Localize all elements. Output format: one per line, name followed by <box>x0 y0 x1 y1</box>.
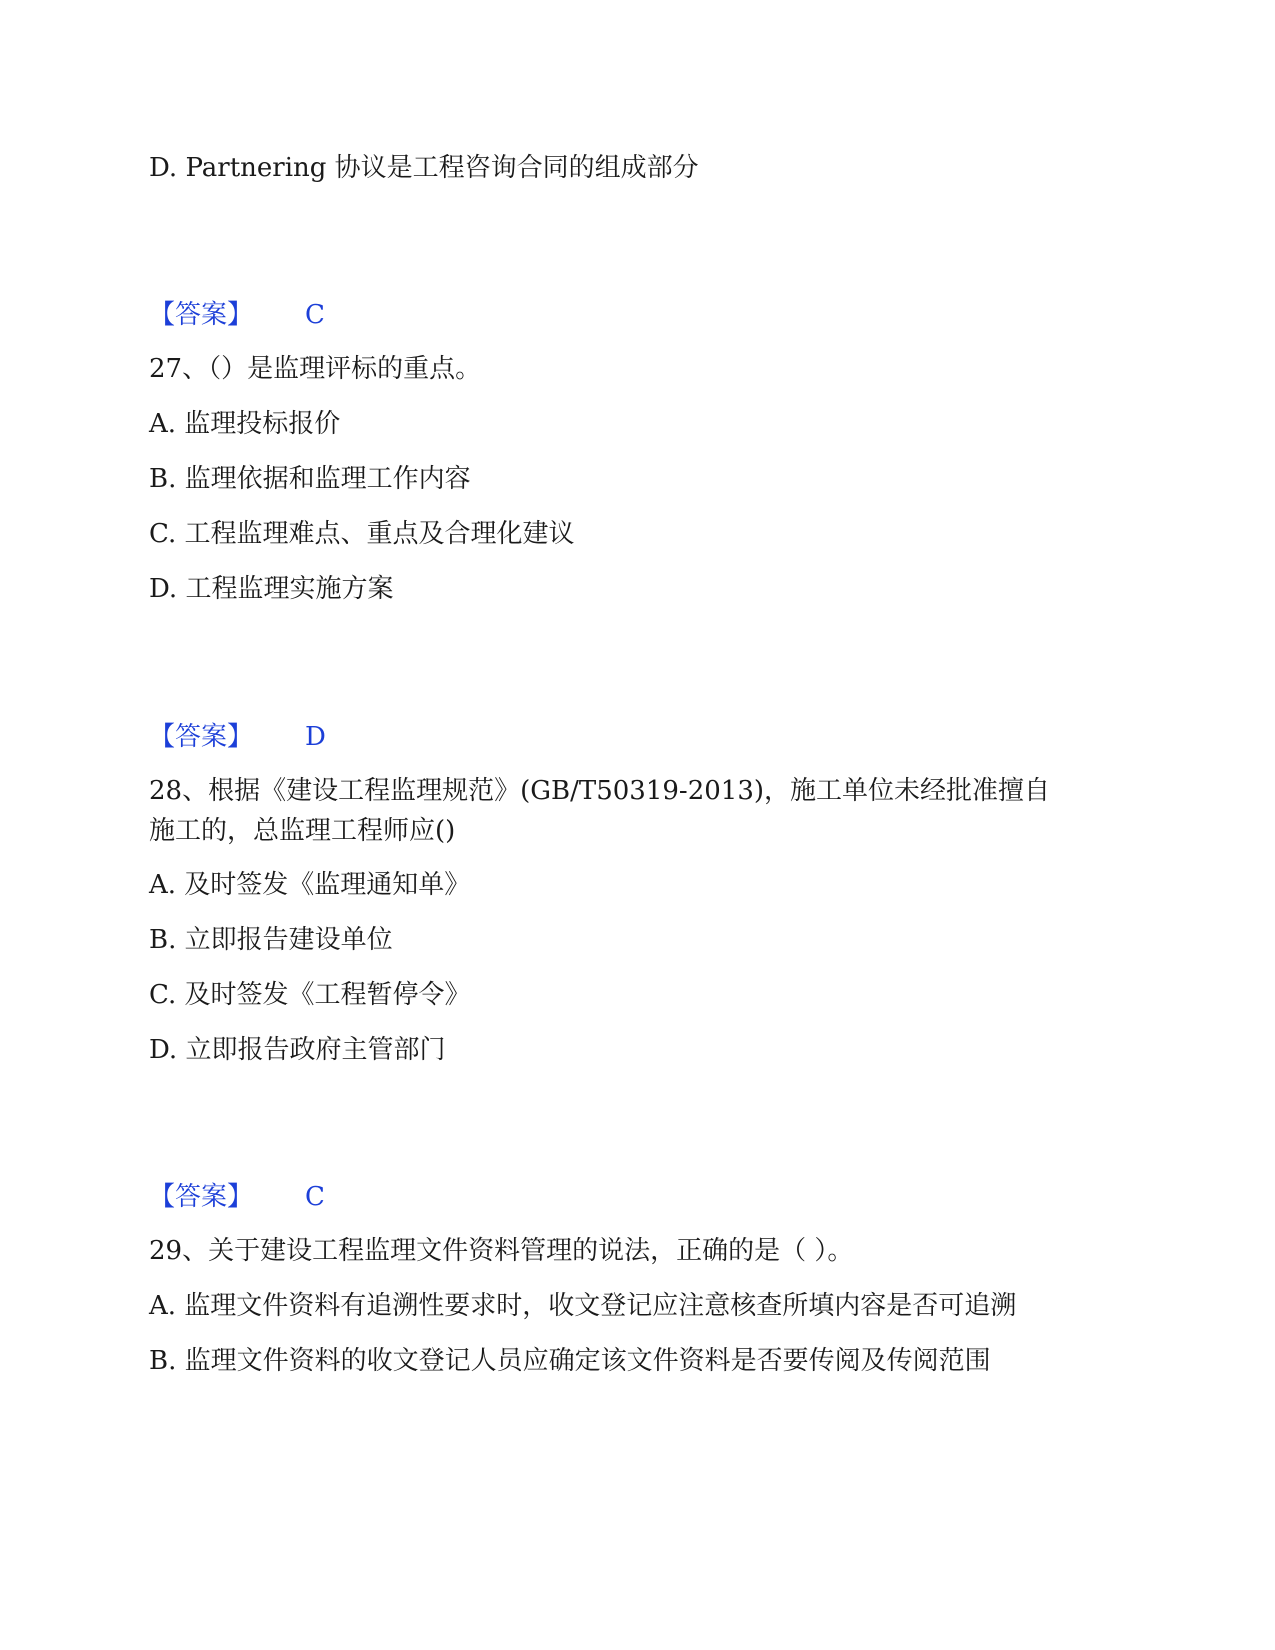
question-29-option-b: B. 监理文件资料的收文登记人员应确定该文件资料是否要传阅及传阅范围 <box>149 1346 991 1376</box>
question-27-option-c: C. 工程监理难点、重点及合理化建议 <box>149 519 575 549</box>
question-29-option-a: A. 监理文件资料有追溯性要求时，收文登记应注意核查所填内容是否可追溯 <box>149 1291 1017 1321</box>
prev-question-option-d: D. Partnering 协议是工程咨询合同的组成部分 <box>149 153 699 183</box>
question-29-stem: 29、关于建设工程监理文件资料管理的说法，正确的是（ ）。 <box>149 1236 854 1266</box>
answer-28 <box>149 1180 325 1214</box>
question-28-option-a: A. 及时签发《监理通知单》 <box>149 870 471 900</box>
question-28-option-b: B. 立即报告建设单位 <box>149 925 393 955</box>
answer-label: 【答案】 <box>149 300 254 330</box>
answer-label: 【答案】 <box>149 722 254 752</box>
answer-value: C <box>305 300 325 330</box>
question-28-stem-line-2: 施工的，总监理工程师应() <box>149 816 456 846</box>
answer-value: C <box>305 1182 325 1212</box>
question-28-option-c: C. 及时签发《工程暂停令》 <box>149 980 471 1010</box>
question-28-stem-line-1: 28、根据《建设工程监理规范》(GB/T50319-2013)，施工单位未经批准擅自 <box>149 776 1051 806</box>
question-28-option-d: D. 立即报告政府主管部门 <box>149 1035 446 1065</box>
question-27-option-a: A. 监理投标报价 <box>149 409 341 439</box>
question-27-option-d: D. 工程监理实施方案 <box>149 574 394 604</box>
answer-26 <box>149 298 325 332</box>
answer-27 <box>149 720 326 754</box>
answer-label: 【答案】 <box>149 1182 254 1212</box>
question-27-stem: 27、（）是监理评标的重点。 <box>149 354 482 384</box>
question-27-option-b: B. 监理依据和监理工作内容 <box>149 464 471 494</box>
answer-value: D <box>305 722 326 752</box>
